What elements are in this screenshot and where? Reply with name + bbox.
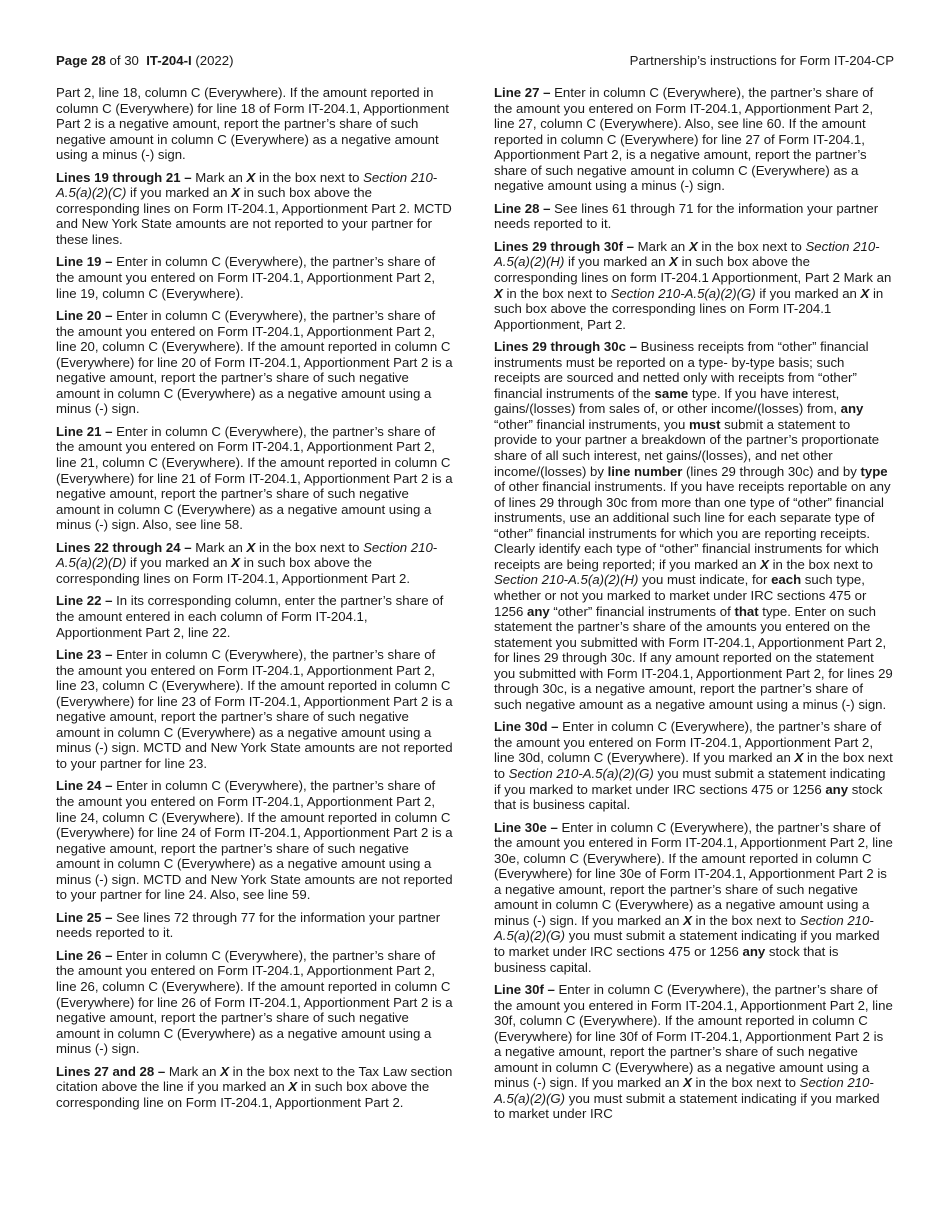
paragraph-text: X — [246, 169, 256, 185]
paragraph-text: stock that is business capital. — [494, 943, 839, 975]
line-heading: Line 30f – — [494, 982, 555, 998]
paragraph-text: X — [246, 539, 256, 555]
instruction-paragraph — [56, 593, 456, 640]
paragraph-text: Mark an — [191, 539, 247, 555]
instruction-paragraph — [494, 239, 894, 332]
document-title: Partnership’s instructions for Form IT-204-CP — [629, 53, 894, 68]
paragraph-text: Section 210-A.5(a)(2)(G) — [494, 1075, 874, 1106]
paragraph-text: X — [231, 555, 240, 571]
paragraph-text: Section 210-A.5(a)(2)(G) — [508, 765, 654, 781]
line-heading: Lines 29 through 30c – — [494, 339, 637, 355]
paragraph-text: X — [288, 1079, 298, 1095]
paragraph-text: Section 210-A.5(a)(2)(C) — [56, 169, 438, 201]
paragraph-text: type. If you have interest, gains/(losses) from sales of, or other income/(losses) from, — [494, 385, 841, 417]
paragraph-text: Enter in column C (Everywhere), the partner’s share of the amount you entered on Form IT-204.1, Apportionment Part 2, line 19, column C (Everywhere). — [56, 254, 436, 301]
paragraph-text: in such box above the corresponding lines on Form IT-204.1 Apportionment, Part 2. — [494, 285, 884, 332]
paragraph-text: in the box next to — [255, 169, 364, 185]
paragraph-text: you must submit a statement indicating if you marked to market under IRC sections 475 or 1256 — [494, 928, 880, 959]
paragraph-text: Section 210-A.5(a)(2)(H) — [494, 572, 639, 588]
paragraph-text: Enter in column C (Everywhere), the partner’s share of the amount you entered on Form IT-204.1, Apportionment Part 2, line 21, column C (Everywhere). If the amount reported in column C (Everywhere) for line 21 of Form IT-204.1, Apportionment Part 2 is a negative amount, report the partner’s share of such negative amount in column C (Everywhere) as a negative amount using a minus (-) sign. Also, see line 58. — [56, 423, 453, 533]
paragraph-text: Business receipts from “other” financial instruments must be reported on a type- by-type basis; such receipts are sourced and netted only with receipts from “other” financial instruments of the — [494, 339, 869, 401]
form-year: (2022) — [195, 53, 234, 68]
instruction-paragraph — [494, 820, 894, 975]
paragraph-text: if you marked an — [755, 285, 861, 301]
paragraph-text: Enter in column C (Everywhere), the partner’s share of the amount you entered in Form IT-204.1, Apportionment Part 2, line 30e, column C (Everywhere). If the amount reported in column C (Everywhere) for line 30e of Form IT-204.1, Apportionment Part 2 is a negative amount, report the partner’s share of such negative amount in column C (Everywhere) as a negative amount using a minus (-) sign. If you marked an — [494, 819, 893, 928]
paragraph-text: Enter in column C (Everywhere), the partner’s share of the amount you entered on Form IT-204.1, Apportionment Part 2, line 24, column C (Everywhere). If the amount reported in column C (Everywhere) for line 24 of Form IT-204.1, Apportionment Part 2 is a negative amount, report the partner’s share of such negative amount in column C (Everywhere) as a negative amount using a minus (-) sign. MCTD and New York State amounts are not reported to your partner for line 24. Also, see line 59. — [56, 778, 453, 903]
instruction-paragraph — [494, 719, 894, 812]
instruction-paragraph — [56, 647, 456, 771]
paragraph-text: X — [860, 285, 870, 301]
paragraph-text: X — [494, 285, 503, 301]
paragraph-text: if you marked an — [564, 254, 670, 270]
paragraph-text: X — [794, 750, 804, 766]
line-heading: Line 22 – — [56, 593, 113, 609]
paragraph-text: X — [669, 254, 678, 270]
paragraph-text: In its corresponding column, enter the partner’s share of the amount entered in each column of Form IT-204.1, Apportionment Part 2, line 22. — [56, 593, 444, 640]
paragraph-text: in the box next to — [768, 556, 874, 572]
instruction-paragraph — [494, 982, 894, 1122]
line-heading: Lines 22 through 24 – — [56, 539, 192, 555]
paragraph-text: if you marked an — [126, 185, 232, 201]
paragraph-text: such type, whether or not you marked to market under IRC sections 475 or 1256 — [494, 572, 867, 619]
line-heading: Lines 29 through 30f – — [494, 238, 634, 254]
paragraph-text: of other financial instruments. If you have receipts reportable on any of lines 29 through 30c from more than one type of “other” financial instruments, use an additional such line for each separate type of “other” financial instruments for which you are reporting receipts. Clearly identify each type of “other” financial instruments for which receipts are being reported; if you marked an — [494, 479, 891, 572]
paragraph-text: Part 2, line 18, column C (Everywhere). If the amount reported in column C (Everywhere) for line 18 of Form IT-204.1, Apportionment Part 2 is a negative amount, report the partner’s share of such negative amount in column C (Everywhere) as a negative amount using a minus (-) sign. — [56, 85, 449, 163]
line-heading: Line 23 – — [56, 647, 113, 663]
instruction-paragraph — [494, 339, 894, 712]
line-heading: Lines 27 and 28 – — [56, 1063, 166, 1079]
paragraph-text: any — [527, 603, 550, 619]
paragraph-text: X — [683, 912, 692, 928]
paragraph-text: type. Enter on such statement the partner’s share of the amounts you entered on the statement you submitted with Form IT-204.1, Apportionment Part 2, for lines 29 through 30c. If any amount reported on the statement you submitted with Form IT-204.1, Apportionment Part 2, for lines 29 through 30c, is a negative amount, report the partner’s share of such negative amount as a negative amount using a minus (-) sign. — [494, 603, 893, 712]
paragraph-text: in the box next to — [494, 750, 893, 781]
paragraph-text: X — [231, 185, 240, 201]
paragraph-text: line number — [607, 463, 683, 479]
paragraph-text: “other” financial instruments, you — [494, 416, 689, 432]
instruction-paragraph — [494, 85, 894, 194]
paragraph-text: type — [860, 463, 888, 479]
paragraph-text: Section 210-A.5(a)(2)(G) — [610, 285, 756, 301]
paragraph-text: in the box next to — [502, 285, 611, 301]
paragraph-text: Mark an — [191, 169, 247, 185]
paragraph-text: you must submit a statement indicating if you marked to market under IRC sections 475 or 1256 — [494, 765, 886, 797]
paragraph-text: Enter in column C (Everywhere), the partner’s share of the amount you entered on Form IT-204.1, Apportionment Part 2, line 26, column C (Everywhere). If the amount reported in column C (Everywhere) for line 26 of Form IT-204.1, Apportionment Part 2 is a negative amount, report the partner’s share of such negative amount in column C (Everywhere) as a negative amount using a minus (-) sign. — [56, 947, 453, 1057]
instruction-paragraph — [56, 85, 456, 163]
page-label: Page — [56, 53, 88, 68]
paragraph-text: X — [220, 1063, 229, 1079]
paragraph-text: any — [840, 401, 864, 417]
instruction-paragraph — [56, 254, 456, 301]
paragraph-text: “other” financial instruments of — [549, 603, 735, 619]
paragraph-text: Enter in column C (Everywhere), the partner’s share of the amount you entered in Form IT-204.1, Apportionment Part 2, line 30f, column C (Everywhere). If the amount reported in column C (Everywhere) for line 30f of Form IT-204.1, Apportionment Part 2 is a negative amount, report the partner’s share of such negative amount in column C (Everywhere) as a negative amount using a minus (-) sign. If you marked an — [494, 982, 893, 1091]
line-heading: Line 20 – — [56, 308, 113, 324]
paragraph-text: Enter in column C (Everywhere), the partner’s share of the amount you entered on Form IT-204.1, Apportionment Part 2, line 30d, column C (Everywhere). If you marked an — [494, 719, 882, 766]
paragraph-text: in the box next to — [691, 1075, 800, 1091]
paragraph-text: Enter in column C (Everywhere), the partner’s share of the amount you entered on Form IT-204.1, Apportionment Part 2, line 23, column C (Everywhere). If the amount reported in column C (Everywhere) for line 23 of Form IT-204.1, Apportionment Part 2 is a negative amount, report the partner’s share of such negative amount in column C (Everywhere) as a negative amount using a minus (-) sign. MCTD and New York State amounts are not reported to your partner for line 23. — [56, 647, 453, 771]
paragraph-text: in the box next to — [255, 539, 364, 555]
paragraph-text: any — [742, 943, 766, 959]
page-header — [56, 53, 894, 69]
paragraph-text: Section 210-A.5(a)(2)(G) — [494, 912, 874, 944]
paragraph-text: any — [825, 781, 849, 797]
line-heading: Line 26 – — [56, 947, 113, 963]
paragraph-text: X — [760, 556, 769, 572]
paragraph-text: in the box next to the Tax Law section citation above the line if you marked an — [56, 1063, 453, 1095]
paragraph-text: in such box above the corresponding lines on Form IT-204.1, Apportionment Part 2. — [56, 555, 411, 586]
paragraph-text: if you marked an — [126, 555, 232, 571]
paragraph-text: See lines 72 through 77 for the information your partner needs reported to it. — [56, 909, 441, 941]
paragraph-text: that — [734, 603, 759, 619]
paragraph-text: X — [688, 238, 698, 254]
instruction-paragraph — [56, 1064, 456, 1111]
instruction-paragraph — [56, 170, 456, 248]
paragraph-text: same — [654, 385, 689, 401]
line-heading: Line 30e – — [494, 819, 558, 835]
left-column — [56, 85, 456, 1117]
instruction-paragraph — [56, 540, 456, 587]
paragraph-text: submit a statement to provide to your partner a breakdown of the partner’s proportionate share of all such interest, net gains/(losses), and net other income/(losses) by — [494, 416, 880, 479]
page-total: of 30 — [109, 53, 139, 68]
page-num: 28 — [91, 53, 106, 68]
paragraph-text: Section 210-A.5(a)(2)(D) — [56, 539, 438, 571]
right-column — [494, 85, 894, 1129]
paragraph-text: you must submit a statement indicating if you marked to market under IRC — [494, 1090, 880, 1122]
paragraph-text: See lines 61 through 71 for the information your partner needs reported to it. — [494, 200, 879, 232]
line-heading: Lines 19 through 21 – — [56, 169, 192, 185]
line-heading: Line 21 – — [56, 423, 113, 439]
paragraph-text: in such box above the corresponding lines on form IT-204.1 Apportionment, Part 2 Mark an — [494, 254, 892, 286]
page-number — [56, 53, 233, 69]
instruction-paragraph — [56, 778, 456, 902]
form-id: IT-204-I — [146, 53, 192, 68]
paragraph-text: Mark an — [165, 1063, 221, 1079]
paragraph-text: X — [683, 1075, 692, 1091]
paragraph-text: in such box above the corresponding lines on Form IT-204.1, Apportionment Part 2. MCTD and New York State amounts are not reported to your partner for these lines. — [56, 185, 452, 247]
instruction-paragraph — [56, 308, 456, 417]
paragraph-text: must — [688, 416, 721, 432]
instruction-paragraph — [56, 424, 456, 533]
paragraph-text: you must indicate, for — [638, 572, 772, 588]
line-heading: Line 19 – — [56, 254, 113, 270]
line-heading: Line 30d – — [494, 719, 559, 735]
line-heading: Line 24 – — [56, 778, 113, 794]
paragraph-text: in the box next to — [691, 912, 800, 928]
line-heading: Line 25 – — [56, 909, 113, 925]
paragraph-text: Mark an — [633, 238, 689, 254]
instruction-paragraph — [56, 910, 456, 941]
paragraph-text: Enter in column C (Everywhere), the partner’s share of the amount you entered on Form IT-204.1, Apportionment Part 2, line 27, column C (Everywhere). Also, see line 60. If the amount reported in column C (Everywhere) for line 27 of Form IT-204.1, Apportionment Part 2, is a negative amount, report the partner’s share of such negative amount in column C (Everywhere) as a negative amount using a minus (-) sign. — [494, 85, 874, 194]
paragraph-text: Section 210-A.5(a)(2)(H) — [494, 238, 880, 270]
line-heading: Line 27 – — [494, 85, 551, 100]
line-heading: Line 28 – — [494, 200, 551, 216]
paragraph-text: in the box next to — [697, 238, 806, 254]
instruction-paragraph — [56, 948, 456, 1057]
paragraph-text: (lines 29 through 30c) and by — [682, 463, 861, 479]
paragraph-text: stock that is business capital. — [494, 781, 883, 813]
paragraph-text: Enter in column C (Everywhere), the partner’s share of the amount you entered on Form IT-204.1, Apportionment Part 2, line 20, column C (Everywhere). If the amount reported in column C (Everywhere) for line 20 of Form IT-204.1, Apportionment Part 2 is a negative amount, report the partner’s share of such negative amount in column C (Everywhere) as a negative amount using a minus (-) sign. — [56, 308, 453, 417]
instruction-paragraph — [494, 201, 894, 232]
paragraph-text: in such box above the corresponding line on Form IT-204.1, Apportionment Part 2. — [56, 1079, 430, 1110]
paragraph-text: each — [771, 572, 802, 588]
